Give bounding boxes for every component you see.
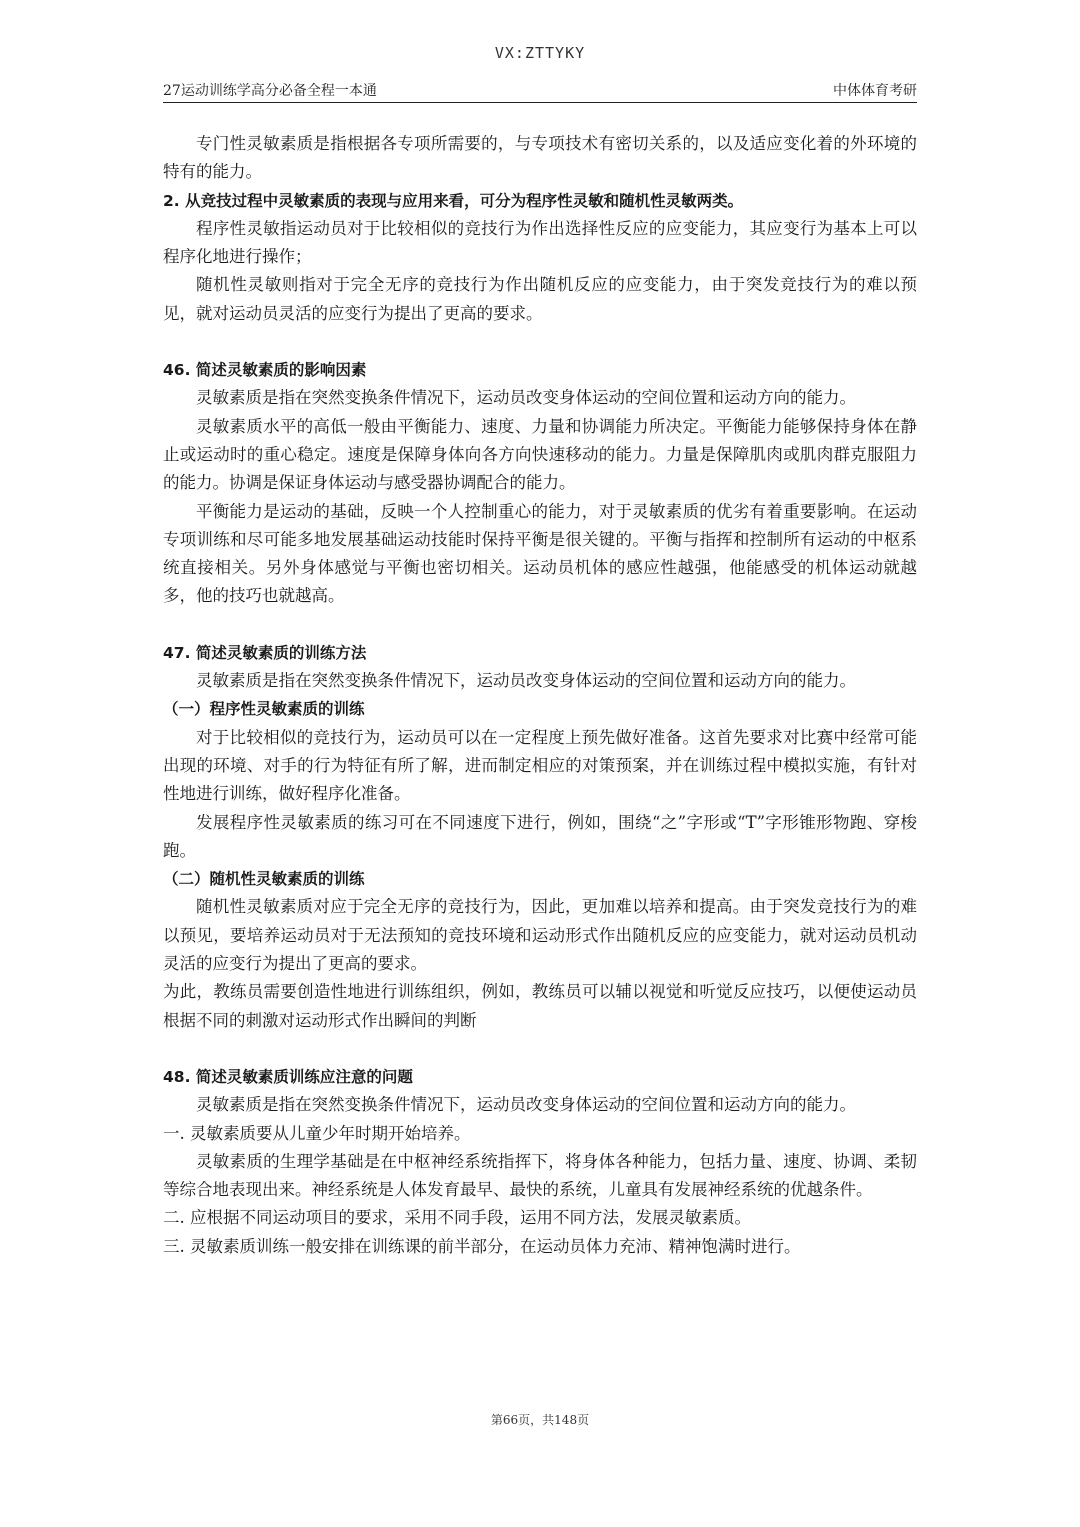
watermark: VX:ZTTYKY [494,44,586,62]
running-header [163,76,917,103]
paragraph: 灵敏素质是指在突然变换条件情况下，运动员改变身体运动的空间位置和运动方向的能力。 [196,671,856,691]
paragraph: 灵敏素质是指在突然变换条件情况下，运动员改变身体运动的空间位置和运动方向的能力。 [196,1095,856,1115]
paragraph: 灵敏素质是指在突然变换条件情况下，运动员改变身体运动的空间位置和运动方向的能力。 [196,388,856,408]
header-publisher: 中体体育考研 [833,83,917,99]
section-gap [163,1035,917,1063]
section-heading: 46. 简述灵敏素质的影响因素 [163,361,367,380]
paragraph: 一. 灵敏素质要从儿童少年时期开始培养。 [163,1123,471,1143]
paragraph: 三. 灵敏素质训练一般安排在训练课的前半部分，在运动员体力充沛、精神饱满时进行。 [163,1236,801,1256]
header-book-title: 27运动训练学高分必备全程一本通 [163,83,377,99]
paragraph: 专门性灵敏素质是指根据各专项所需要的，与专项技术有密切关系的，以及适应变化着的外环境的特有的能力。 [163,134,917,182]
section-heading: 2. 从竞技过程中灵敏素质的表现与应用来看，可分为程序性灵敏和随机性灵敏两类。 [163,191,744,210]
paragraph: 随机性灵敏则指对于完全无序的竞技行为作出随机反应的应变能力，由于突发竞技行为的难以预见，就对运动员灵活的应变行为提出了更高的要求。 [163,275,917,323]
paragraph: 对于比较相似的竞技行为，运动员可以在一定程度上预先做好准备。这首先要求对比赛中经常可能出现的环境、对手的行为特征有所了解，进而制定相应的对策预案，并在训练过程中模拟实施，有针对性地进行训练，做好程序化准备。 [163,727,917,804]
section-gap [163,611,917,639]
section-heading: 47. 简述灵敏素质的训练方法 [163,643,367,662]
section-heading: 48. 简述灵敏素质训练应注意的问题 [163,1067,413,1086]
paragraph: 灵敏素质水平的高低一般由平衡能力、速度、力量和协调能力所决定。平衡能力能够保持身体在静止或运动时的重心稳定。速度是保障身体向各方向快速移动的能力。力量是保障肌肉或肌肉群克服阻力的能力。协调是保证身体运动与感受器协调配合的能力。 [163,416,917,493]
paragraph: 二. 应根据不同运动项目的要求，采用不同手段，运用不同方法，发展灵敏素质。 [163,1208,751,1228]
paragraph: 灵敏素质的生理学基础是在中枢神经系统指挥下，将身体各种能力，包括力量、速度、协调、柔韧等综合地表现出来。神经系统是人体发育最早、最快的系统，儿童具有发展神经系统的优越条件。 [163,1151,917,1200]
paragraph: 为此，教练员需要创造性地进行训练组织，例如，教练员可以辅以视觉和听觉反应技巧，以便使运动员根据不同的刺激对运动形式作出瞬间的判断 [163,982,917,1030]
section-heading: （一）程序性灵敏素质的训练 [163,700,365,719]
document-body [163,130,917,1261]
paragraph: 发展程序性灵敏素质的练习可在不同速度下进行，例如，围绕“之”字形或“T”字形锥形物跑、穿梭跑。 [163,812,917,860]
paragraph: 平衡能力是运动的基础，反映一个人控制重心的能力，对于灵敏素质的优劣有着重要影响。在运动专项训练和尽可能多地发展基础运动技能时保持平衡是很关键的。平衡与指挥和控制所有运动的中枢系统直接相关。另外身体感觉与平衡也密切相关。运动员机体的感应性越强，他能感受的机体运动就越多，他的技巧也就越高。 [163,501,917,606]
page-number: 第66页，共148页 [490,1413,590,1427]
section-gap [163,328,917,356]
paragraph: 程序性灵敏指运动员对于比较相似的竞技行为作出选择性反应的应变能力，其应变行为基本上可以程序化地进行操作； [163,218,917,267]
section-heading: （二）随机性灵敏素质的训练 [163,870,365,889]
paragraph: 随机性灵敏素质对应于完全无序的竞技行为，因此，更加难以培养和提高。由于突发竞技行为的难以预见，要培养运动员对于无法预知的竞技环境和运动形式作出随机反应的应变能力，就对运动员机动灵活的应变行为提出了更高的要求。 [163,897,917,974]
